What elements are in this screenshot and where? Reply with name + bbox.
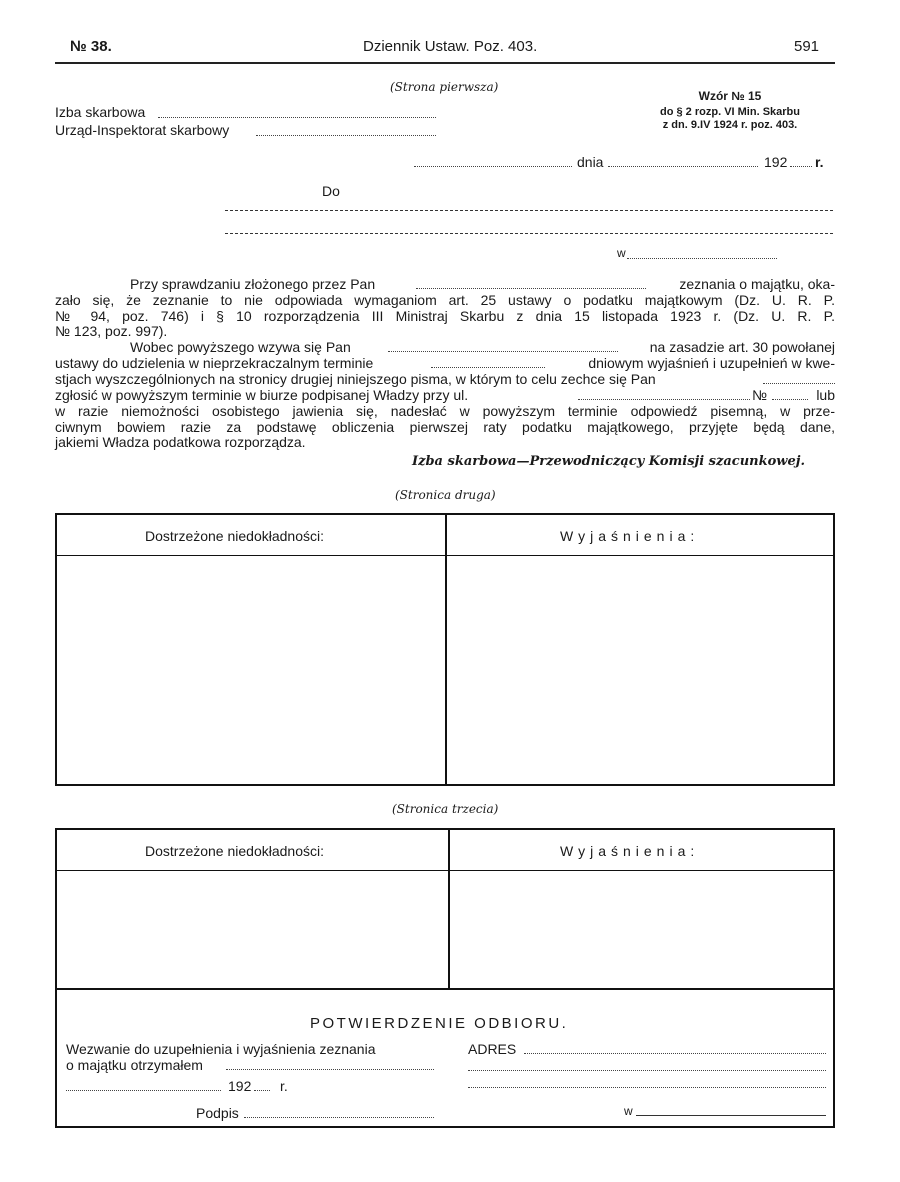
para2-street-line [578, 399, 750, 400]
receipt-podpis-line [244, 1117, 434, 1118]
receipt-w-label: w [624, 1104, 633, 1118]
journal-title: Dziennik Ustaw. Poz. 403. [363, 38, 538, 55]
receipt-date-line [66, 1090, 221, 1091]
para2-line2-a: ustawy do udzielenia w nieprzekraczalnym terminie [55, 355, 374, 371]
para2-pan-line [763, 383, 835, 384]
wzor-line2: z dn. 9.IV 1924 r. poz. 403. [662, 119, 798, 131]
date-year-line [790, 166, 812, 167]
field-urzad-line [256, 135, 436, 136]
page3-header-rule [57, 870, 833, 871]
para2-line2-b: dniowym wyjaśnień i uzupełnień w kwe- [588, 355, 835, 371]
para1-line1-a: Przy sprawdzaniu złożonego przez Pan [130, 276, 376, 292]
field-urzad-label: Urząd-Inspektorat skarbowy [55, 122, 230, 138]
page3-side-label: (Stronica trzecia) [392, 802, 499, 816]
do-label: Do [322, 183, 340, 199]
receipt-year-line [254, 1090, 270, 1091]
para2-line5: w razie niemożności osobistego jawienia się, nadesłać w powyższym terminie odpowiedź pisemną, w prze- [55, 403, 835, 419]
para1-name-line [416, 288, 646, 289]
date-dnia-label: dnia [577, 154, 604, 170]
receipt-w-line [636, 1115, 826, 1116]
para2-line4-c: lub [816, 387, 835, 403]
para2-line4-a: zgłosić w powyższym terminie w biurze podpisanej Władzy przy ul. [55, 387, 469, 403]
w-line [627, 258, 777, 259]
para1-line1-b: zeznania o majątku, oka- [679, 276, 835, 292]
page2-header-rule [57, 555, 833, 556]
page2-side-label: (Stronica druga) [395, 488, 496, 502]
receipt-r-label: r. [280, 1078, 288, 1094]
w-label: w [617, 246, 626, 260]
date-day-line [608, 166, 758, 167]
date-r-label: r. [815, 154, 824, 170]
wzor-line1: do § 2 rozp. VI Min. Skarbu [660, 106, 800, 118]
addressee-line-2 [225, 233, 833, 234]
para2-number-line [772, 399, 808, 400]
addressee-line-1 [225, 210, 833, 211]
para2-line1-b: na zasadzie art. 30 powołanej [649, 339, 835, 355]
place-line [414, 166, 572, 167]
page3-divider [448, 830, 450, 988]
para1-body [55, 293, 835, 340]
receipt-podpis-label: Podpis [196, 1105, 239, 1121]
receipt-adres-line-2 [468, 1070, 826, 1071]
page3-col-right-header: Wyjaśnienia: [560, 843, 700, 859]
receipt-adres-line-1 [524, 1053, 826, 1054]
receipt-text2: o majątku otrzymałem [66, 1057, 203, 1073]
date-year-label: 192 [764, 154, 788, 170]
page3-receipt-rule [57, 988, 833, 990]
page3-col-left-header: Dostrzeżone niedokładności: [145, 843, 324, 859]
receipt-year-label: 192 [228, 1078, 252, 1094]
receipt-received-line [226, 1069, 434, 1070]
issue-number: № 38. [70, 38, 112, 55]
para2-line4-b: № [752, 387, 768, 403]
page1-side-label: (Strona pierwsza) [390, 80, 499, 94]
header-rule [55, 62, 835, 64]
receipt-text1: Wezwanie do uzupełnienia i wyjaśnienia zeznania [66, 1041, 376, 1057]
page-number: 591 [794, 38, 820, 55]
para2-body [55, 404, 835, 451]
receipt-title: POTWIERDZENIE ODBIORU. [310, 1015, 569, 1032]
field-izba-label: Izba skarbowa [55, 104, 146, 120]
wzor-title: Wzór № 15 [698, 89, 762, 103]
para2-term-line [431, 367, 545, 368]
page2-col-right-header: Wyjaśnienia: [560, 528, 700, 544]
field-izba-line [158, 117, 436, 118]
para2-name-line [388, 351, 618, 352]
para1-line2: zało się, że zeznanie to nie odpowiada wymaganiom art. 25 ustawy o podatku majątkowym (Dz. U. R. P. [55, 292, 835, 308]
para1-line3: № 94, poz. 746) i § 10 rozporządzenia III Ministraj Skarbu z dnia 15 listopada 1923 r. (Dz. U. R. P. [55, 307, 835, 324]
page3-table [55, 828, 835, 1128]
page2-col-left-header: Dostrzeżone niedokładności: [145, 528, 324, 544]
para2-line3: stjach wyszczególnionych na stronicy drugiej niniejszego pisma, w którym to celu zechce się Pan [55, 371, 656, 387]
signature-line: Izba skarbowa—Przewodniczący Komisji szacunkowej. [412, 454, 805, 469]
para2-line1-a: Wobec powyższego wzywa się Pan [130, 339, 351, 355]
para1-line4: № 123, poz. 997). [55, 323, 168, 340]
receipt-adres-label: ADRES [468, 1041, 517, 1057]
para2-line7: jakiemi Władza podatkowa rozporządza. [55, 434, 306, 451]
receipt-adres-line-3 [468, 1087, 826, 1088]
para2-line6: ciwnym bowiem razie za podstawę obliczenia pierwszej raty podatku majątkowego, przyjęte będą dane, [55, 418, 835, 435]
